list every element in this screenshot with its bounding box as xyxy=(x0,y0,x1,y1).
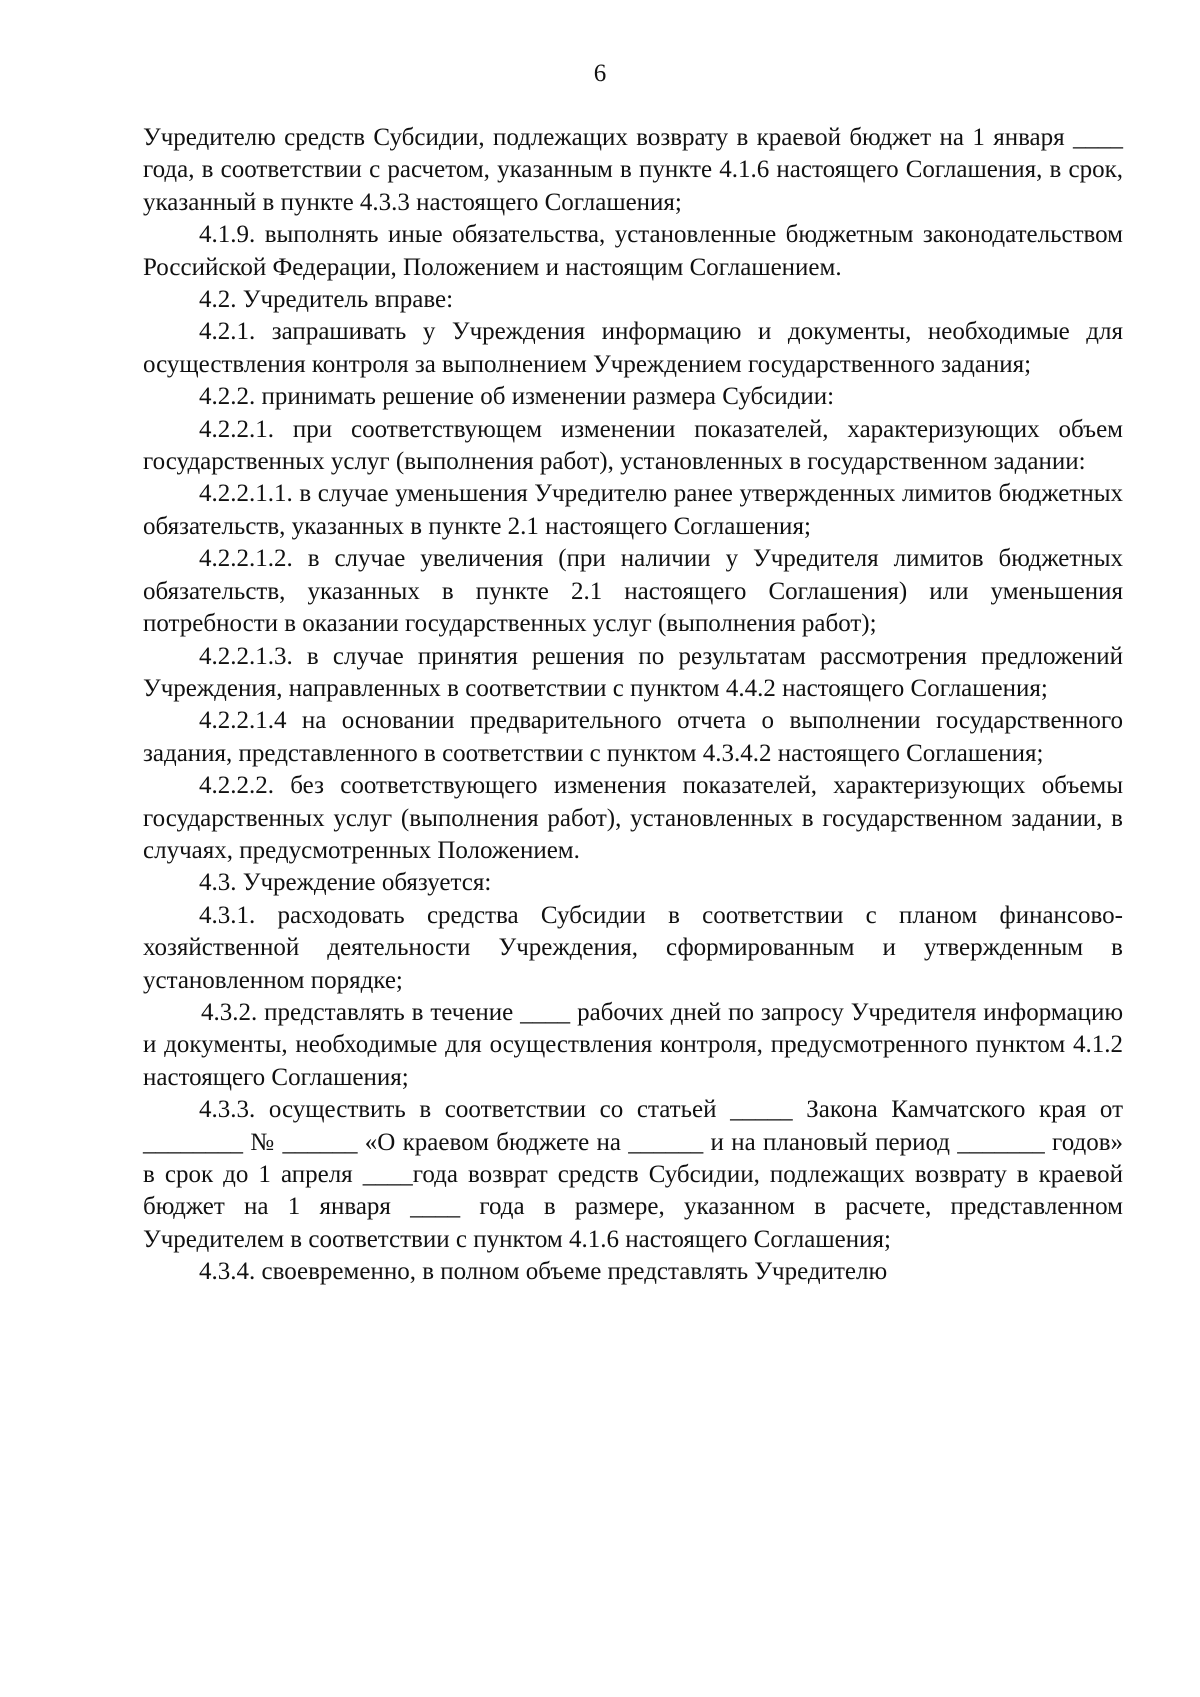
document-body xyxy=(143,122,1123,1289)
paragraph-4-2-2-2: 4.2.2.2. без соответствующего изменения показателей, характеризующих объемы государственных услуг (выполнения работ), установленных в государственном задании, в случаях, предусмотренных Положением. xyxy=(143,772,1123,864)
paragraph-4-2-2-1-3: 4.2.2.1.3. в случае принятия решения по результатам рассмотрения предложений Учреждения, направленных в соответствии с пунктом 4.4.2 настоящего Соглашения; xyxy=(143,642,1123,702)
paragraph-4-3-4: 4.3.4. своевременно, в полном объеме представлять Учредителю xyxy=(199,1258,888,1286)
paragraph-4-1-9: 4.1.9. выполнять иные обязательства, установленные бюджетным законодательством Российской Федерации, Положением и настоящим Соглашением. xyxy=(143,221,1123,281)
paragraph-4-2-2-1-4: 4.2.2.1.4 на основании предварительного отчета о выполнении государственного задания, представленного в соответствии с пунктом 4.3.4.2 настоящего Соглашения; xyxy=(143,707,1123,767)
paragraph-4-2-2-1-2: 4.2.2.1.2. в случае увеличения (при наличии у Учредителя лимитов бюджетных обязательств, указанных в пункте 2.1 настоящего Соглашения) или уменьшения потребности в оказании государственных услуг (выполнения работ); xyxy=(143,545,1123,638)
paragraph-4-3-2: 4.3.2. представлять в течение ____ рабочих дней по запросу Учредителя информацию и документы, необходимые для осуществления контроля, предусмотренного пунктом 4.1.2 настоящего Соглашения; xyxy=(143,998,1123,1091)
paragraph-4-3-1: 4.3.1. расходовать средства Субсидии в соответствии с планом финансово-хозяйственной деятельности Учреждения, сформированным и утвержденным в установленном порядке; xyxy=(143,901,1123,994)
paragraph-4-2-2: 4.2.2. принимать решение об изменении размера Субсидии: xyxy=(199,383,835,411)
paragraph-4-2-2-1: 4.2.2.1. при соответствующем изменении показателей, характеризующих объем государственных услуг (выполнения работ), установленных в государственном задании: xyxy=(143,415,1123,476)
paragraph-4-3-3: 4.3.3. осуществить в соответствии со статьей _____ Закона Камчатского края от ________ № ______ «О краевом бюджете на ______ и на плановый период _______ годов» в срок до 1 апреля ____года возврат средств Субсидии, подлежащих возврату в краевой бюджет на 1 января ____ года в размере, указанном в расчете, представленном Учредителем в соответствии с пунктом 4.1.6 настоящего Соглашения; xyxy=(143,1096,1123,1253)
paragraph-4-2-1: 4.2.1. запрашивать у Учреждения информацию и документы, необходимые для осуществления контроля за выполнением Учреждением государственного задания; xyxy=(143,318,1123,378)
paragraph-4-2: 4.2. Учредитель вправе: xyxy=(199,286,454,314)
paragraph-4-3: 4.3. Учреждение обязуется: xyxy=(199,869,492,897)
paragraph-4-2-2-1-1: 4.2.2.1.1. в случае уменьшения Учредителю ранее утвержденных лимитов бюджетных обязательств, указанных в пункте 2.1 настоящего Соглашения; xyxy=(143,480,1123,540)
paragraph-continuation: Учредителю средств Субсидии, подлежащих возврату в краевой бюджет на 1 января ____ года, в соответствии с расчетом, указанным в пункте 4.1.6 настоящего Соглашения, в срок, указанный в пункте 4.3.3 настоящего Соглашения; xyxy=(143,124,1123,216)
page-number: 6 xyxy=(593,60,607,87)
